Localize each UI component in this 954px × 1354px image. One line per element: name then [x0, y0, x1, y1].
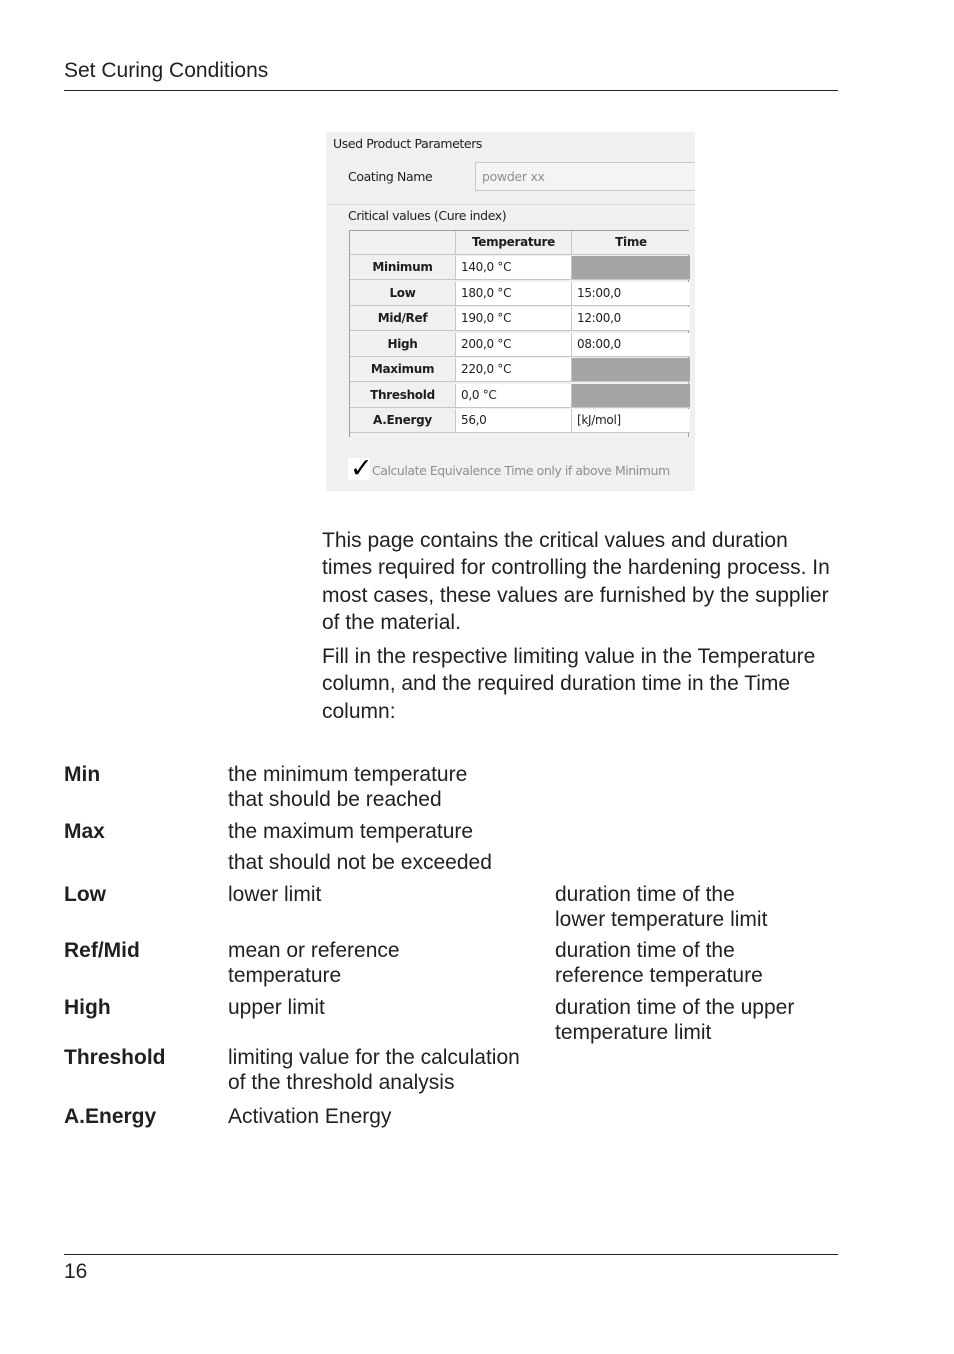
column-header-temperature[interactable]: Temperature	[456, 231, 572, 255]
definition-term: High	[64, 996, 111, 1019]
definition-term: A.Energy	[64, 1105, 157, 1128]
definition-term: Ref/Mid	[64, 939, 140, 962]
grid-header-row	[350, 231, 690, 255]
grid-row-mid-ref	[350, 307, 690, 331]
definition-temperature-text: lower limit	[228, 883, 322, 906]
instruction-paragraph: Fill in the respective limiting value in the Temperature column, and the required duration time in the Time column:	[322, 645, 816, 723]
definition-temperature-text: Activation Energy	[228, 1105, 392, 1128]
low-temperature-cell[interactable]: 180,0 °C	[456, 282, 572, 306]
coating-name-label: Coating Name	[348, 169, 433, 184]
row-label-high: High	[350, 333, 456, 357]
definition-time-text: temperature limit	[555, 1021, 712, 1044]
checkmark-icon: ✓	[350, 453, 373, 484]
definition-temperature-text: the minimum temperature	[228, 763, 468, 786]
high-temperature-cell[interactable]: 200,0 °C	[456, 333, 572, 357]
definition-temperature-text: the maximum temperature	[228, 820, 474, 843]
critical-values-grid	[349, 230, 689, 437]
row-label-a-energy: A.Energy	[350, 409, 456, 433]
definition-temperature-text: upper limit	[228, 996, 325, 1019]
coating-name-input[interactable]: powder xx	[475, 162, 695, 191]
grid-corner-cell	[350, 231, 456, 255]
page-number: 16	[64, 1260, 88, 1283]
equivalence-time-checkbox-row[interactable]	[348, 454, 693, 484]
definition-time-text: duration time of the	[555, 939, 735, 962]
definition-temperature-text: of the threshold analysis	[228, 1071, 455, 1094]
definition-temperature-text: mean or reference	[228, 939, 400, 962]
minimum-time-cell	[572, 256, 690, 280]
row-label-threshold: Threshold	[350, 384, 456, 408]
definition-term: Min	[64, 763, 101, 786]
a-energy-value-cell[interactable]: 56,0	[456, 409, 572, 433]
equivalence-time-checkbox[interactable]	[348, 453, 373, 484]
mid-ref-temperature-cell[interactable]: 190,0 °C	[456, 307, 572, 331]
equivalence-time-checkbox-label[interactable]: Calculate Equivalence Time only if above Minimum	[372, 463, 670, 478]
row-label-minimum: Minimum	[350, 256, 456, 280]
definition-term: Low	[64, 883, 106, 906]
definition-temperature-text: limiting value for the calculation	[228, 1046, 520, 1069]
high-time-cell[interactable]: 08:00,0	[572, 333, 690, 357]
row-label-mid-ref: Mid/Ref	[350, 307, 456, 331]
row-label-low: Low	[350, 282, 456, 306]
intro-paragraph: This page contains the critical values and duration times required for controlling the hardening process. In most cases, these values are furnished by the supplier of the material.	[322, 529, 830, 634]
minimum-temperature-cell[interactable]: 140,0 °C	[456, 256, 572, 280]
definition-term: Max	[64, 820, 105, 843]
grid-row-low	[350, 282, 690, 306]
grid-row-maximum	[350, 358, 690, 382]
running-header-title: Set Curing Conditions	[64, 59, 269, 82]
grid-row-high	[350, 333, 690, 357]
low-time-cell[interactable]: 15:00,0	[572, 282, 690, 306]
group-divider	[327, 204, 695, 205]
definition-time-text: lower temperature limit	[555, 908, 768, 931]
critical-values-label: Critical values (Cure index)	[348, 208, 507, 223]
definition-temperature-text: that should be reached	[228, 788, 442, 811]
maximum-time-cell	[572, 358, 690, 382]
threshold-temperature-cell[interactable]: 0,0 °C	[456, 384, 572, 408]
header-rule	[64, 90, 838, 91]
a-energy-unit-cell: [kJ/mol]	[572, 409, 690, 433]
mid-ref-time-cell[interactable]: 12:00,0	[572, 307, 690, 331]
row-label-maximum: Maximum	[350, 358, 456, 382]
column-header-time[interactable]: Time	[572, 231, 690, 255]
definition-time-text: duration time of the upper	[555, 996, 795, 1019]
definition-temperature-text: that should not be exceeded	[228, 851, 492, 874]
grid-row-a-energy	[350, 409, 690, 433]
used-product-parameters-panel	[326, 132, 695, 491]
footer-rule	[64, 1254, 838, 1255]
grid-row-threshold	[350, 384, 690, 408]
definition-temperature-text: temperature	[228, 964, 342, 987]
definition-time-text: reference temperature	[555, 964, 763, 987]
threshold-time-cell	[572, 384, 690, 408]
definition-term: Threshold	[64, 1046, 166, 1069]
group-title: Used Product Parameters	[333, 136, 483, 151]
grid-row-minimum	[350, 256, 690, 280]
definition-time-text: duration time of the	[555, 883, 735, 906]
maximum-temperature-cell[interactable]: 220,0 °C	[456, 358, 572, 382]
